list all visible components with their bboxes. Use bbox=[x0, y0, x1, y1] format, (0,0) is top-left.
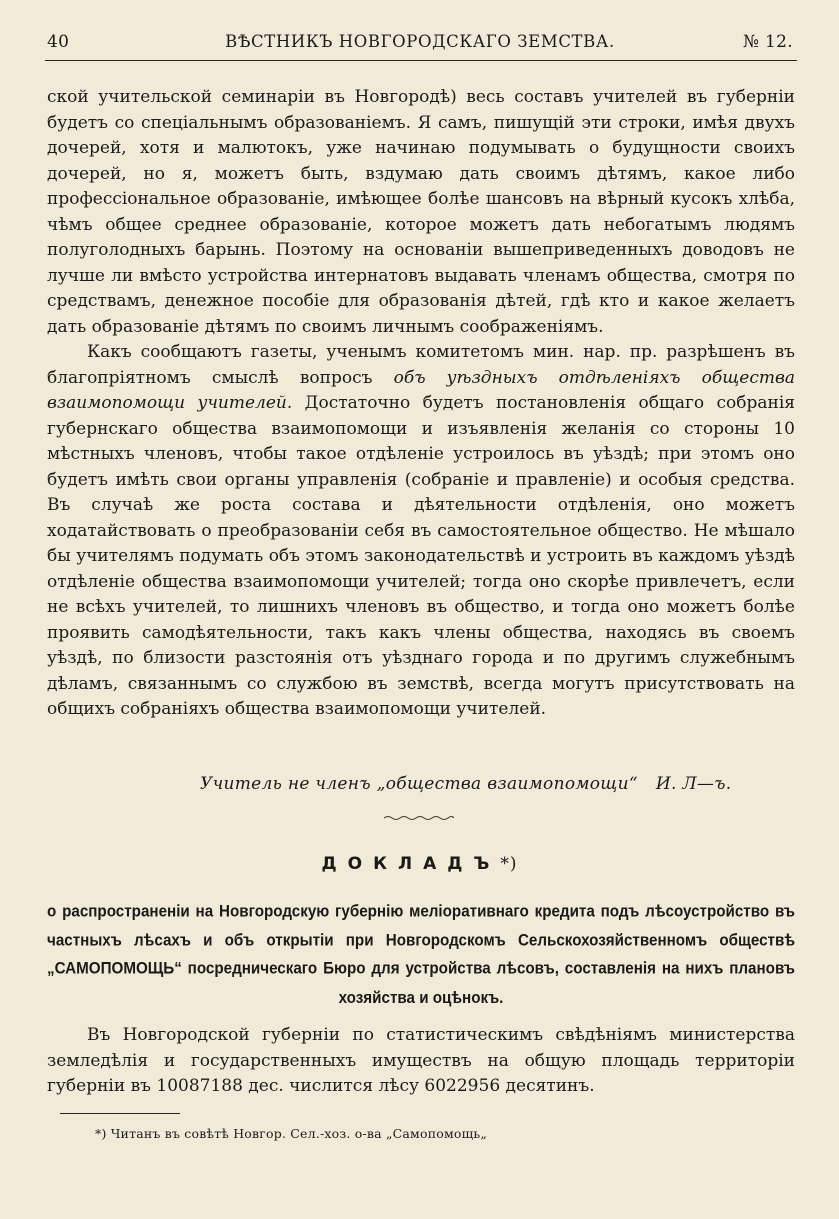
page-number: 40 bbox=[47, 32, 70, 52]
report-paragraph: Въ Новгородской губерніи по статистическимъ свѣдѣніямъ министерства земледѣлія и государственныхъ имуществъ на общую площадь территоріи губерніи въ 10087188 дес. числится лѣсу 6022956 десятинъ. bbox=[47, 1025, 795, 1096]
signature bbox=[200, 774, 760, 794]
paragraph-2-end: Достаточно будетъ постановленія общаго собранія губернскаго общества взаимопомощи и изъявленія желанія со стороны 10 мѣстныхъ членовъ, чтобы такое отдѣленіе устроилось въ уѣздѣ; при этомъ оно будетъ имѣть свои органы управленія (собраніе и правленіе) и особыя средства. Въ случаѣ же роста состава и дѣятельности отдѣленія, оно можетъ ходатайствовать о преобразованіи себя въ самостоятельное общество. Не мѣшало бы учителямъ подумать объ этомъ законодательствѣ и устроить въ каждомъ уѣздѣ отдѣленіе общества взаимопомощи учителей; тогда оно скорѣе привлечетъ, если не всѣхъ учителей, то лишнихъ членовъ въ общество, и тогда оно можетъ болѣе проявить самодѣятельности, такъ какъ члены общества, находясь въ своемъ уѣздѣ, по близости разстоянія отъ уѣзднаго города и по другимъ служебнымъ дѣламъ, связаннымъ со службою въ земствѣ, всегда могутъ присутствовать на общихъ собраніяхъ общества взаимопомощи учителей. bbox=[47, 393, 795, 719]
report-title-text: ДОКЛАДЪ bbox=[321, 854, 501, 874]
paragraph-2-italic: объ уѣздныхъ отдѣленіяхъ общества взаимопомощи учителей. bbox=[47, 367, 796, 413]
article-body bbox=[47, 85, 795, 723]
signature-text: Учитель не членъ „общества взаимопомощи“ bbox=[200, 774, 638, 794]
report-footnote-mark: *) bbox=[500, 854, 518, 874]
report-body bbox=[47, 1023, 795, 1100]
running-head bbox=[47, 32, 793, 58]
paragraph-1: ской учительской семинаріи въ Новгородѣ) весь составъ учителей въ губерніи будетъ со спеціальнымъ образованіемъ. Я самъ, пишущій эти строки, имѣя двухъ дочерей, хотя и малютокъ, уже начинаю подумывать о будущности своихъ дочерей, но я, можетъ быть, вздумаю дать своимъ дѣтямъ, какое либо профессіональное образованіе, имѣющее болѣе шансовъ на вѣрный кусокъ хлѣба, чѣмъ общее среднее образованіе, которое можетъ дать небогатымъ людямъ полуголодныхъ барынь. Поэтому на основаніи вышеприведенныхъ доводовъ не лучше ли вмѣсто устройства интернатовъ выдавать членамъ общества, смотря по средствамъ, денежное пособіе для образованія дѣтей, гдѣ кто и какое желаетъ дать образованіе дѣтямъ по своимъ личнымъ соображеніямъ. bbox=[47, 87, 795, 337]
report-title bbox=[0, 854, 839, 874]
paragraph-2-start: Какъ сообщаютъ газеты, ученымъ комитетомъ мин. нар. пр. разрѣшенъ въ благопріятномъ смыслѣ вопросъ bbox=[47, 342, 795, 388]
paragraph-2 bbox=[47, 340, 795, 723]
journal-title: ВѢСТНИКЪ НОВГОРОДСКАГО ЗЕМСТВА. bbox=[225, 32, 615, 51]
header-rule bbox=[45, 60, 797, 61]
footnote: *) Читанъ въ совѣтѣ Новгор. Сел.-хоз. о-ва „Самопомощь„ bbox=[95, 1126, 488, 1141]
footnote-rule bbox=[60, 1113, 180, 1114]
issue-number: № 12. bbox=[742, 32, 793, 52]
flourish-divider bbox=[384, 814, 454, 822]
signature-initials: И. Л—ъ. bbox=[655, 774, 732, 794]
report-subtitle: о распространеніи на Новгородскую губернію меліоративнаго кредита подъ лѣсоустройство въ частныхъ лѣсахъ и объ открытіи при Новгородскомъ Сельскохозяйственномъ обществѣ „САМОПОМОЩЬ“ посредническаго Бюро для устройства лѣсовъ, составленія на нихъ плановъ хозяйства и оцѣнокъ. bbox=[47, 902, 795, 1007]
